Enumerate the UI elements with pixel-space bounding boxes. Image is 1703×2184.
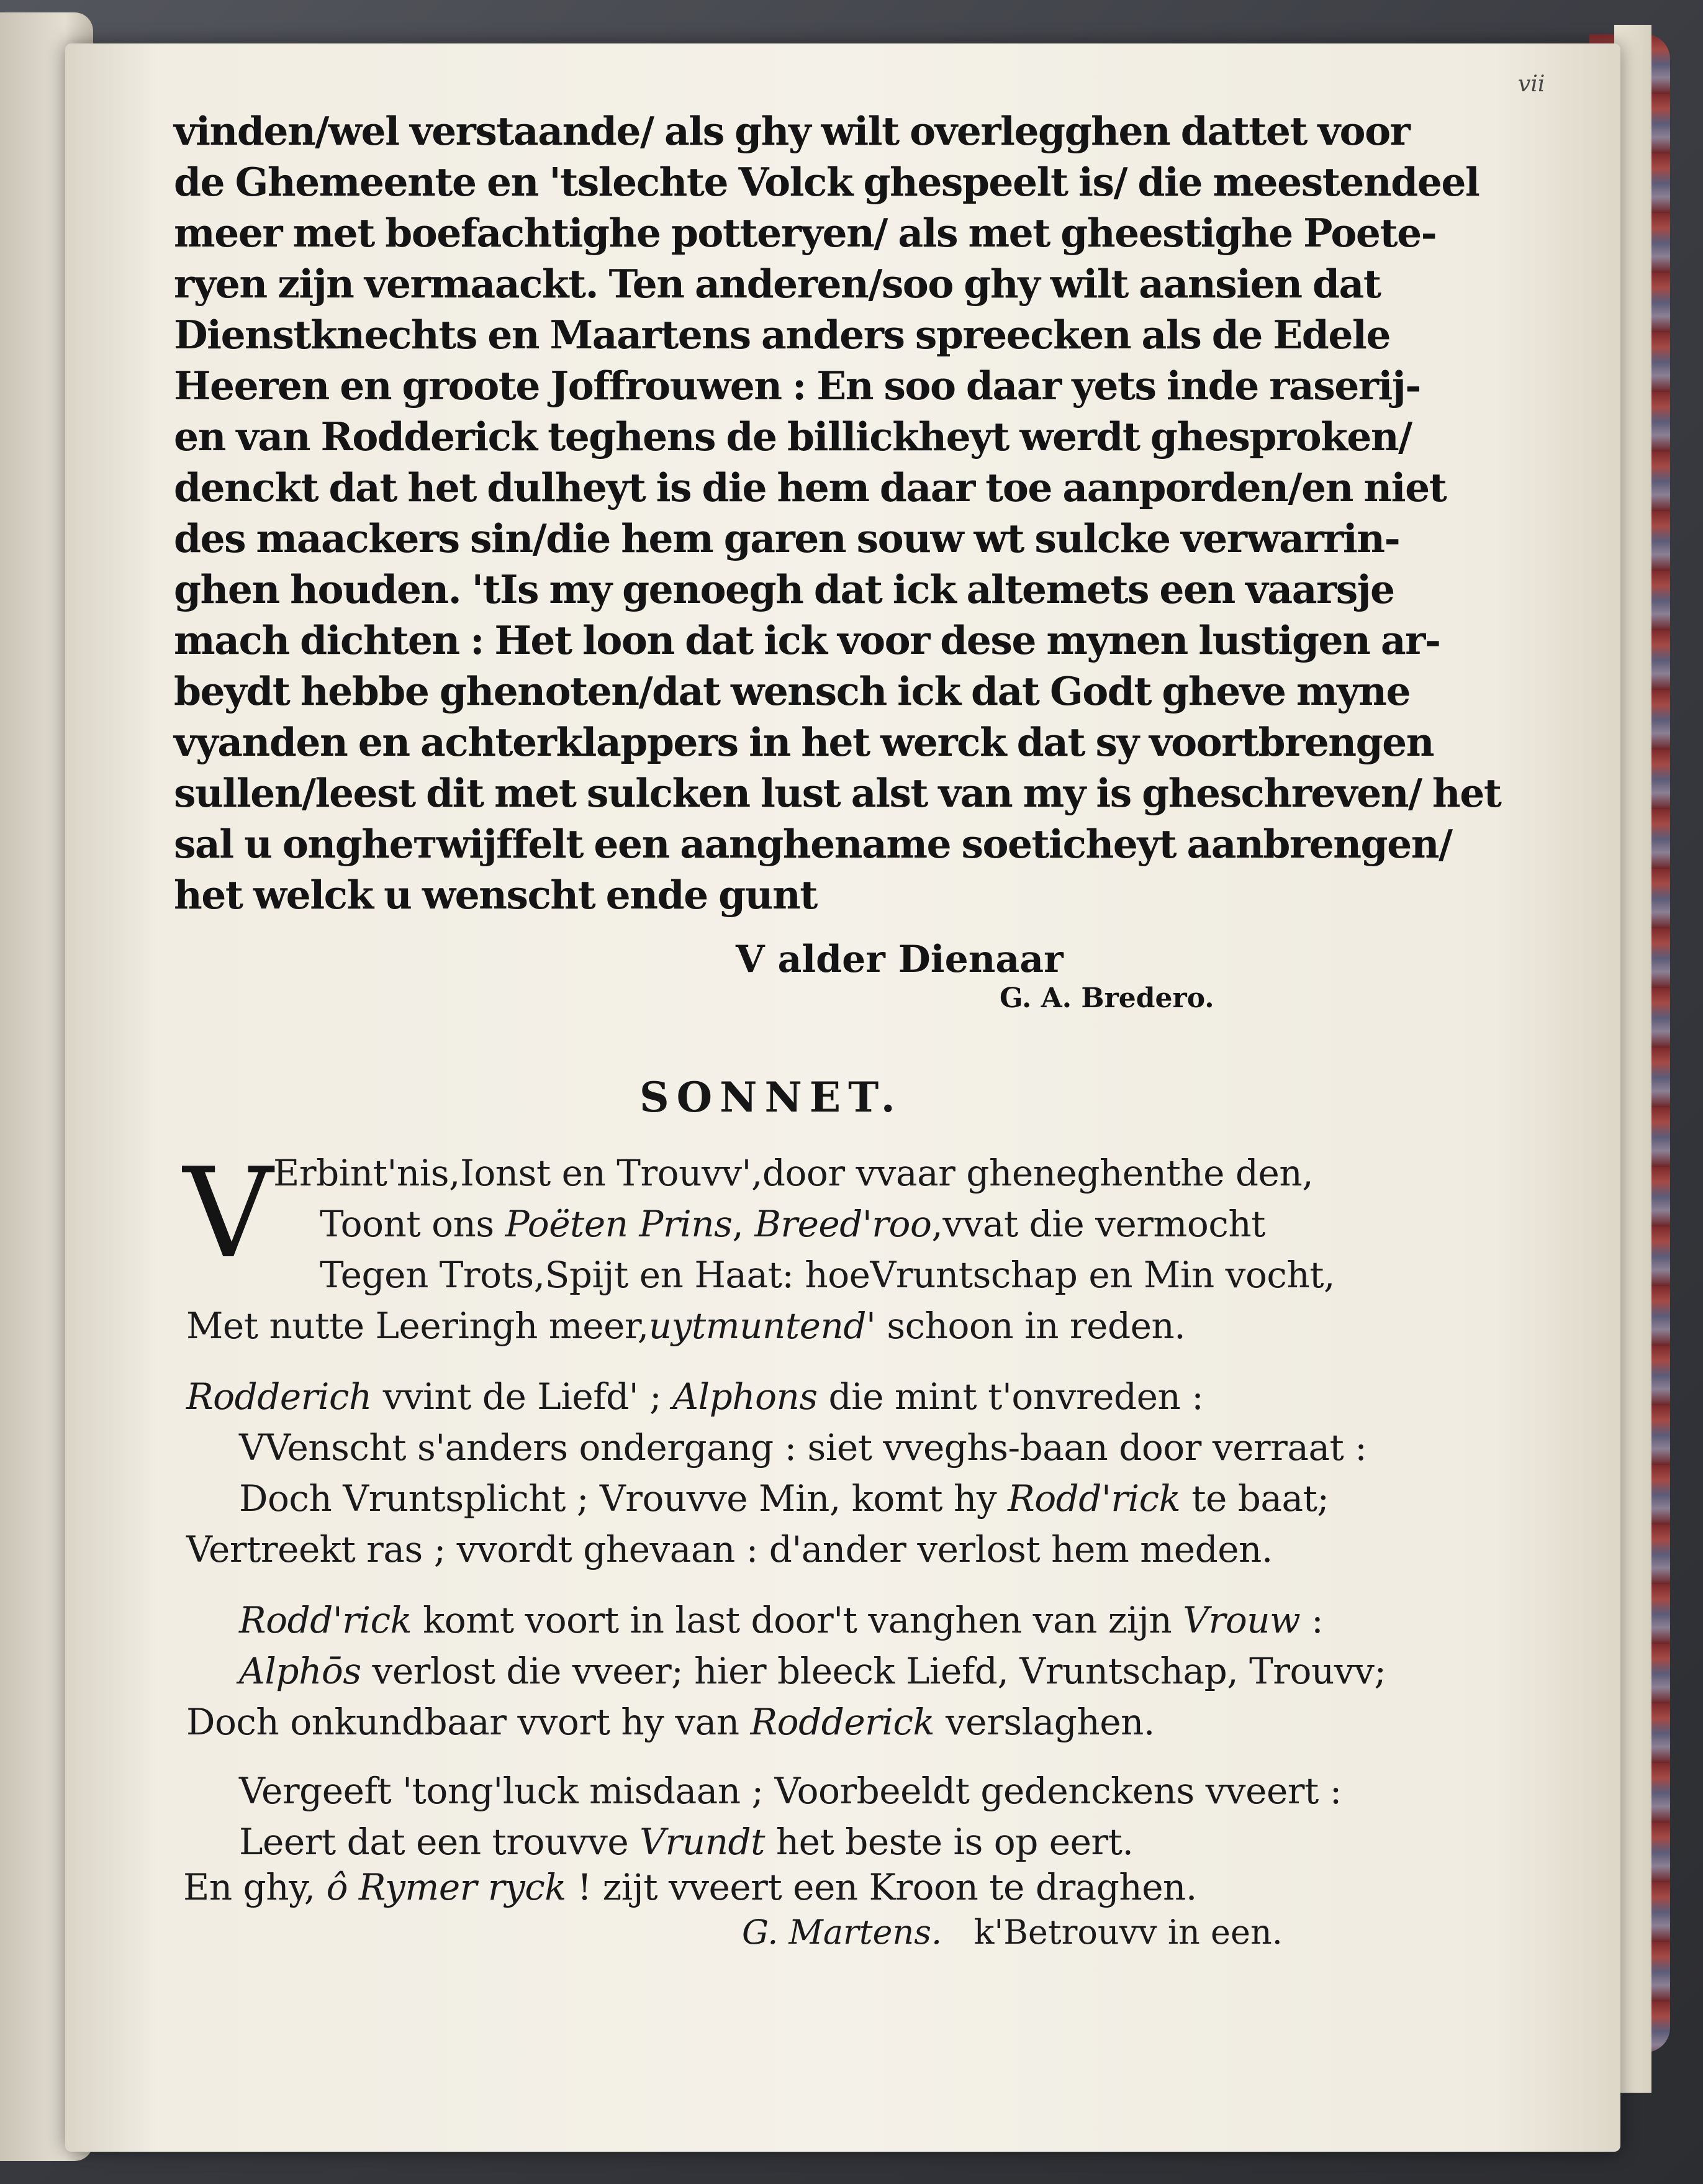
- prose-line: beydt hebbe ghenoten/dat wensch ick dat Godt gheve myne: [174, 668, 1411, 714]
- sonnet-line-3: [320, 1254, 1335, 1296]
- page-number: vii: [1518, 71, 1545, 97]
- sonnet-credit: [742, 1913, 1283, 1952]
- italic-text: Breed'roo: [754, 1203, 932, 1245]
- text: Doch onkundbaar vvort hy van: [186, 1701, 751, 1743]
- prose-line: vyanden en achterklappers in het werck dat sy voortbrengen: [174, 719, 1434, 765]
- italic-text: Alphons: [672, 1375, 818, 1418]
- text: Doch Vruntsplicht ; Vrouvve Min, komt hy: [239, 1477, 1008, 1520]
- text: Tegen Trots,Spijt en Haat: hoeVruntschap en Min vocht,: [320, 1254, 1335, 1296]
- text: verslaghen.: [934, 1701, 1155, 1743]
- prose-line: de Ghemeente en 'tslechte Volck ghespeelt is/ die meestendeel: [174, 159, 1479, 205]
- sonnet-line-7: [239, 1477, 1329, 1520]
- prose-line: denckt dat het dulheyt is die hem daar toe aanporden/en niet: [174, 464, 1447, 510]
- prose-line: vinden/wel verstaande/ als ghy wilt overlegghen dattet voor: [174, 108, 1410, 154]
- text: Toont ons: [320, 1203, 505, 1245]
- prose-line: des maackers sin/die hem garen souw wt sulcke verwarrin-: [174, 515, 1400, 561]
- text: vvint de Liefd' ;: [371, 1375, 673, 1418]
- text: ! zijt vveert een Kroon te draghen.: [566, 1866, 1197, 1908]
- sonnet-line-6: [239, 1426, 1366, 1469]
- italic-text: ô Rymer ryck: [326, 1866, 566, 1908]
- text: ,: [732, 1203, 755, 1245]
- prose-line: meer met boefachtighe potteryen/ als met gheestighe Poete-: [174, 210, 1437, 256]
- text: komt voort in last door't vanghen van zijn: [412, 1599, 1183, 1641]
- closing-author: G. A. Bredero.: [1000, 982, 1214, 1014]
- italic-text: Rodderich: [186, 1375, 372, 1418]
- prose-line: Heeren en groote Joffrouwen : En soo daar yets inde raserij-: [174, 363, 1421, 409]
- text: verlost die vveer; hier bleeck Liefd, Vruntschap, Trouvv;: [361, 1650, 1386, 1692]
- text: En ghy,: [183, 1866, 327, 1908]
- prose-line: Dienstknechts en Maartens anders spreecken als de Edele: [174, 312, 1390, 358]
- sonnet-line-13: [239, 1821, 1133, 1863]
- italic-text: Alphōs: [239, 1650, 361, 1692]
- sonnet-line-2: [320, 1203, 1265, 1245]
- text: Vertreekt ras ; vvordt ghevaan : d'ander verlost hem meden.: [186, 1528, 1273, 1570]
- sonnet-line-10: [239, 1650, 1386, 1692]
- text: VVenscht s'anders ondergang : siet vveghs-baan door verraat :: [239, 1426, 1367, 1469]
- text: te baat;: [1180, 1477, 1329, 1520]
- sonnet-line-1: [273, 1152, 1313, 1194]
- italic-text: Vrouw: [1183, 1599, 1301, 1641]
- credit-name: G. Martens.: [742, 1913, 942, 1952]
- text: ,vvat die vermocht: [931, 1203, 1265, 1245]
- text: het beste is op eert.: [764, 1821, 1134, 1863]
- italic-text: Vrundt: [639, 1821, 765, 1863]
- text: schoon in reden.: [875, 1305, 1186, 1347]
- prose-line: sal u ongheтwijffelt een aanghename soeticheyt aanbrengen/: [174, 821, 1452, 867]
- prose-line: mach dichten : Het loon dat ick voor dese mynen lustigen ar-: [174, 617, 1440, 663]
- text: Vergeeft 'tong'luck misdaan ; Voorbeeldt gedenckens vveert :: [239, 1770, 1342, 1812]
- sonnet-line-5: [186, 1375, 1203, 1418]
- italic-text: Rodd'rick: [1008, 1477, 1181, 1520]
- sonnet-title: SONNET.: [639, 1073, 903, 1121]
- prose-line: ryen zijn vermaackt. Ten anderen/soo ghy wilt aansien dat: [174, 261, 1381, 307]
- sonnet-line-9: [239, 1599, 1323, 1641]
- prose-line: sullen/leest dit met sulcken lust alst van my is gheschreven/ het: [174, 770, 1501, 816]
- sonnet-line-12: [239, 1770, 1342, 1812]
- text: Leert dat een trouvve: [239, 1821, 640, 1863]
- text: Met nutte Leeringh meer,: [186, 1305, 649, 1347]
- text: Erbint'nis,Ionst en Trouvv',door vvaar gheneghenthe den,: [273, 1152, 1314, 1194]
- italic-text: Rodd'rick: [239, 1599, 412, 1641]
- sonnet-line-11: [186, 1701, 1155, 1743]
- prose-line: ghen houden. 'tIs my genoegh dat ick altemets een vaarsje: [174, 566, 1394, 612]
- italic-text: Rodderick: [750, 1701, 935, 1743]
- prose-line: het welck u wenscht ende gunt: [174, 872, 817, 918]
- sonnet-line-14: [183, 1866, 1197, 1908]
- italic-text: Poëten Prins: [505, 1203, 733, 1245]
- sonnet-line-4: [186, 1305, 1185, 1347]
- text: :: [1300, 1599, 1324, 1641]
- italic-text: uytmuntend': [648, 1305, 876, 1347]
- text: die mint t'onvreden :: [817, 1375, 1204, 1418]
- sonnet-line-8: [186, 1528, 1273, 1570]
- credit-motto: k'Betrouvv in een.: [973, 1913, 1283, 1952]
- closing-servant: V alder Dienaar: [736, 938, 1064, 981]
- prose-line: en van Rodderick teghens de billickheyt werdt ghesproken/: [174, 414, 1412, 460]
- drop-cap: V: [183, 1141, 273, 1286]
